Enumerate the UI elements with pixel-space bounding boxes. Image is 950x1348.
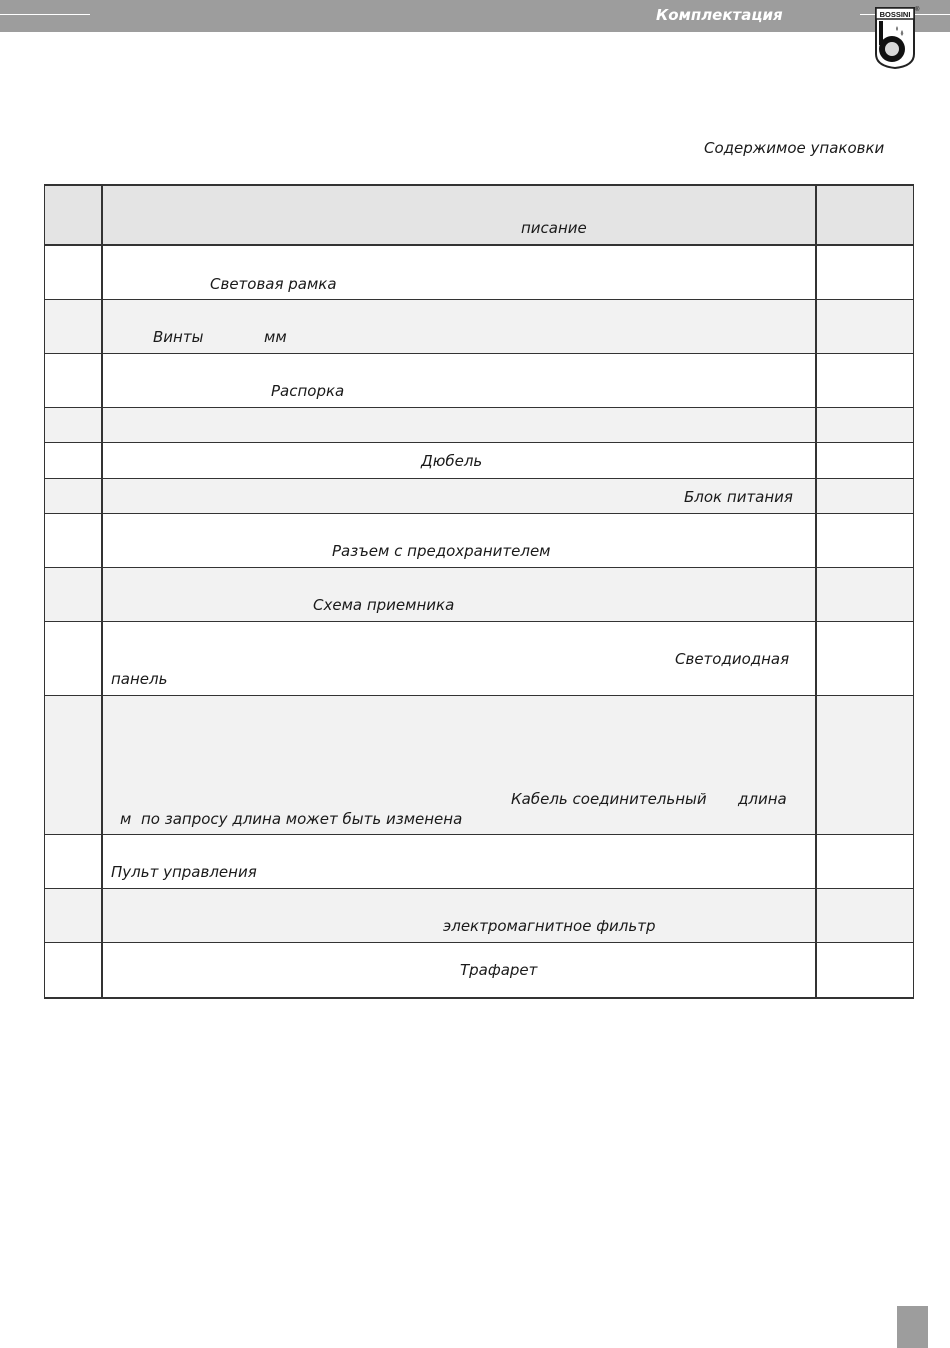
svg-text:®: ® bbox=[915, 7, 920, 13]
row-description: Световая рамка bbox=[210, 275, 337, 293]
table-row bbox=[45, 889, 913, 943]
row-unit: м bbox=[120, 810, 132, 828]
table-header-row bbox=[45, 186, 913, 246]
section-subtitle: Содержимое упаковки bbox=[704, 139, 885, 157]
row-description: Разъем с предохранителем bbox=[332, 542, 551, 560]
table-row bbox=[45, 443, 913, 479]
row-description: Светодиодная bbox=[675, 650, 790, 668]
table-row bbox=[45, 300, 913, 354]
table-row bbox=[45, 943, 913, 997]
page-title: Комплектация bbox=[656, 6, 783, 24]
row-description: Кабель соединительный bbox=[511, 790, 707, 808]
table-row bbox=[45, 696, 913, 835]
row-unit: мм bbox=[264, 328, 287, 346]
table-row bbox=[45, 514, 913, 568]
row-description: Распорка bbox=[271, 382, 345, 400]
description-column-header: писание bbox=[521, 219, 587, 237]
row-description: Схема приемника bbox=[313, 596, 455, 614]
row-description-line2: по запросу длина может быть изменена bbox=[141, 810, 463, 828]
package-contents-table bbox=[44, 184, 914, 999]
svg-text:BOSSINI: BOSSINI bbox=[879, 10, 911, 19]
header-bar bbox=[0, 0, 950, 32]
row-description: Блок питания bbox=[684, 488, 793, 506]
row-description: Пульт управления bbox=[111, 863, 257, 881]
page-number-tab bbox=[897, 1306, 928, 1348]
row-description-line2: панель bbox=[111, 670, 168, 688]
table-row bbox=[45, 568, 913, 622]
table-row bbox=[45, 246, 913, 300]
table-row bbox=[45, 479, 913, 514]
table-row bbox=[45, 835, 913, 889]
row-description: Дюбель bbox=[421, 452, 483, 470]
header-rule-left bbox=[0, 14, 90, 15]
row-description: Трафарет bbox=[460, 961, 538, 979]
table-row bbox=[45, 408, 913, 443]
bossini-logo-icon bbox=[870, 4, 920, 70]
row-length-label: длина bbox=[738, 790, 787, 808]
row-description: Винты bbox=[153, 328, 204, 346]
row-description: электромагнитное фильтр bbox=[443, 917, 656, 935]
table-row bbox=[45, 622, 913, 696]
table-row bbox=[45, 354, 913, 408]
